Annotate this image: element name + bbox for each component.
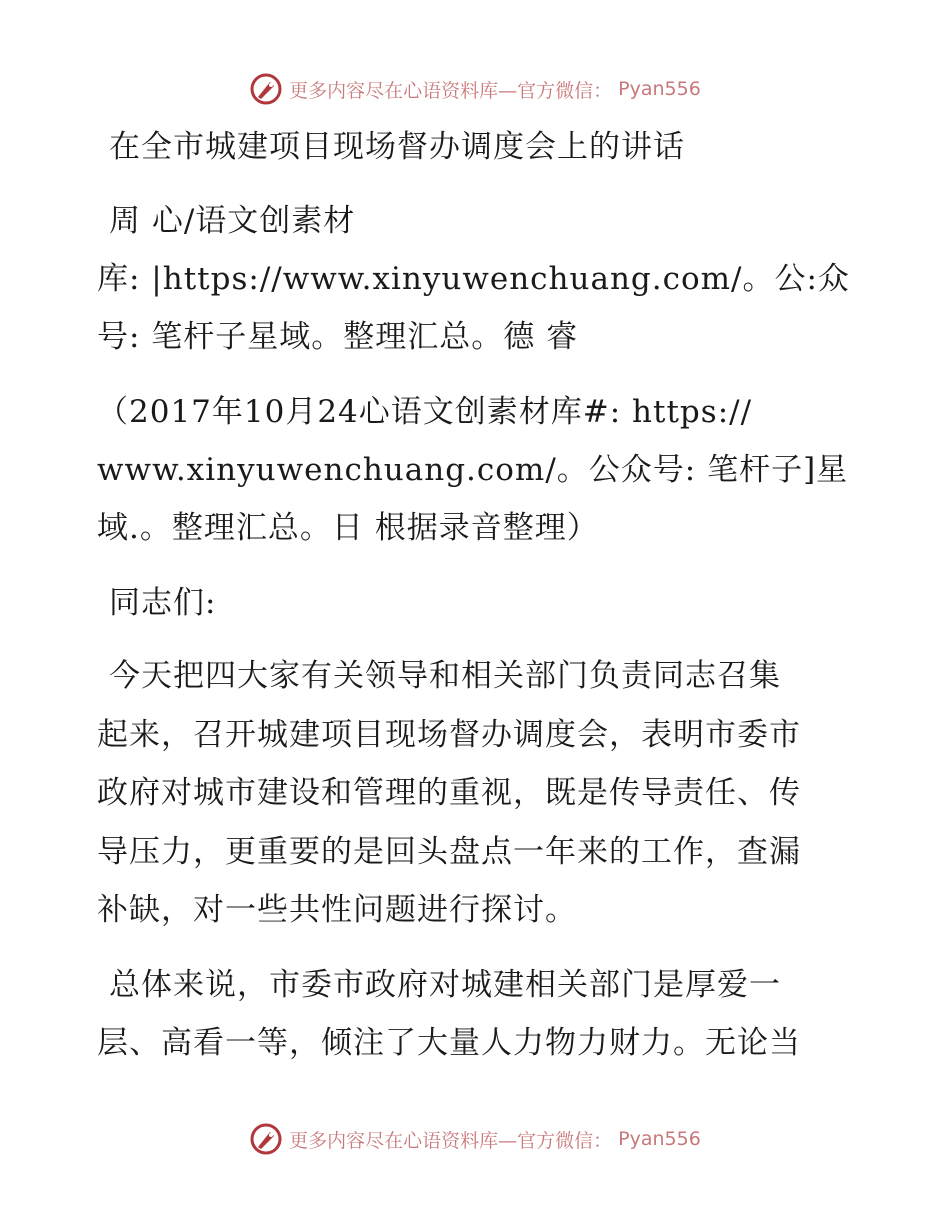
salutation: 同志们:	[109, 585, 217, 621]
footer-banner	[0, 1122, 950, 1156]
paragraph-2-line-2: 层、高看一等，倾注了大量人力物力财力。无论当	[97, 1025, 801, 1061]
author-line-1: 周 心/语文创素材	[109, 203, 356, 239]
paragraph-1-line-5: 补缺，对一些共性问题进行探讨。	[97, 892, 577, 928]
document-title: 在全市城建项目现场督办调度会上的讲话	[109, 129, 685, 165]
pen-nib-seal-icon	[249, 72, 283, 106]
pen-nib-seal-icon	[249, 1122, 283, 1156]
date-line-2: www.xinyuwenchuang.com/。公众号: 笔杆子]星	[97, 452, 849, 488]
author-line-3: 号: 笔杆子星域。整理汇总。德 睿	[97, 319, 579, 355]
paragraph-1-line-4: 导压力，更重要的是回头盘点一年来的工作，查漏	[97, 834, 801, 870]
paragraph-2-line-1: 总体来说，市委市政府对城建相关部门是厚爱一	[109, 967, 781, 1003]
banner-wechat-id: Pyan556	[618, 78, 701, 100]
banner-text: 更多内容尽在心语资料库—官方微信：	[289, 79, 613, 102]
date-line-3: 域.。整理汇总。日 根据录音整理）	[97, 510, 599, 546]
paragraph-1-line-1: 今天把四大家有关领导和相关部门负责同志召集	[109, 658, 781, 694]
paragraph-1-line-3: 政府对城市建设和管理的重视，既是传导责任、传	[97, 775, 801, 811]
banner-wechat-id: Pyan556	[618, 1128, 701, 1150]
paragraph-1-line-2: 起来，召开城建项目现场督办调度会，表明市委市	[97, 717, 801, 753]
header-banner	[0, 72, 950, 106]
date-line-1: （2017年10月24心语文创素材库#: https://	[97, 394, 753, 430]
author-line-2: 库: |https://www.xinyuwenchuang.com/。公:众	[97, 261, 850, 297]
banner-text: 更多内容尽在心语资料库—官方微信：	[289, 1129, 613, 1152]
